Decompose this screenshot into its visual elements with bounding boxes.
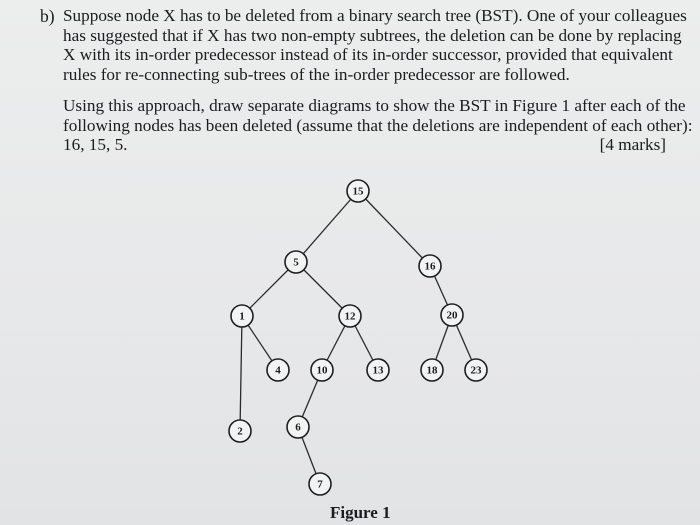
paragraph-1-line-2: has suggested that if X has two non-empty subtrees, the deletion can be done by replacing <box>63 25 682 45</box>
node-label: 18 <box>426 364 438 377</box>
tree-node-6 <box>287 416 309 438</box>
tree-node-7 <box>309 473 331 495</box>
node-label: 1 <box>239 310 245 323</box>
tree-node-18 <box>421 359 443 381</box>
node-label: 15 <box>352 185 364 198</box>
tree-node-13 <box>367 359 389 381</box>
tree-node-20 <box>441 304 463 326</box>
question-label: b) <box>40 6 55 26</box>
node-label: 7 <box>317 478 323 491</box>
paragraph-1-line-3: X with its in-order predecessor instead of its in-order successor, provided that equivalent <box>63 45 673 64</box>
tree-node-16 <box>419 255 441 277</box>
node-label: 20 <box>446 309 458 322</box>
paragraph-2-line-2: following nodes has been deleted (assume that the deletions are independent of each other): <box>63 115 693 135</box>
tree-node-4 <box>267 359 289 381</box>
paragraph-2-line-3: 16, 15, 5. <box>63 135 128 154</box>
tree-edge-1-2 <box>240 316 242 431</box>
paragraph-2-line-1: Using this approach, draw separate diagrams to show the BST in Figure 1 after each of the <box>63 96 686 115</box>
tree-node-15 <box>347 180 369 202</box>
paragraph-1-line-4: rules for re-connecting sub-trees of the in-order predecessor are followed. <box>63 64 570 84</box>
paragraph-1-line-1: Suppose node X has to be deleted from a binary search tree (BST). One of your colleagues <box>63 6 687 25</box>
tree-node-5 <box>285 251 307 273</box>
marks-label: [4 marks] <box>599 135 666 154</box>
tree-node-10 <box>311 359 333 381</box>
tree-node-1 <box>231 305 253 327</box>
node-label: 4 <box>275 364 281 377</box>
tree-node-23 <box>465 359 487 381</box>
node-label: 13 <box>372 364 384 377</box>
tree-edge-15-5 <box>296 191 358 262</box>
tree-edge-15-16 <box>358 191 430 266</box>
node-label: 6 <box>295 421 301 434</box>
node-label: 2 <box>237 425 243 438</box>
node-label: 5 <box>293 256 299 269</box>
node-label: 10 <box>316 364 328 377</box>
figure-caption: Figure 1 <box>330 503 391 522</box>
tree-node-2 <box>229 420 251 442</box>
node-label: 16 <box>424 260 436 273</box>
node-label: 23 <box>470 364 482 377</box>
tree-node-12 <box>339 305 361 327</box>
node-label: 12 <box>344 310 356 323</box>
